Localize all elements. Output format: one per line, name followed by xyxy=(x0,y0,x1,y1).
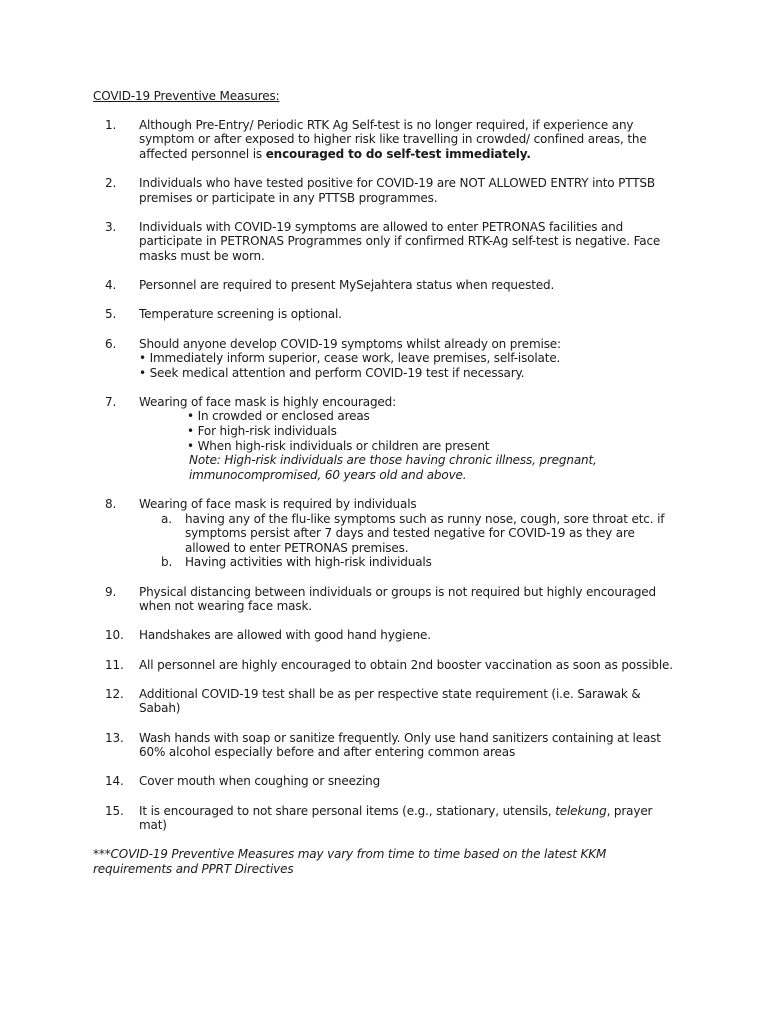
item-text: Although Pre-Entry/ Periodic RTK Ag Self-test is no longer required, if experience any symptom or after exposed to higher risk like travelling in crowded/ confined areas, the affected personnel is encouraged to do self-test immediately. xyxy=(139,117,647,161)
list-item xyxy=(93,220,683,264)
bullet-point: • For high-risk individuals xyxy=(187,424,337,439)
sub-list-item xyxy=(139,512,683,556)
list-item xyxy=(93,774,683,789)
item-number: 14. xyxy=(105,774,124,789)
item-number: 15. xyxy=(105,803,124,818)
item-text: All personnel are highly encouraged to obtain 2nd booster vaccination as soon as possible. xyxy=(139,657,673,672)
item-text: Should anyone develop COVID-19 symptoms whilst already on premise: • Immediately inform superior, cease work, leave premises, self-isolate. • Seek medical attention and perform COVID-19 test if necessary. xyxy=(139,337,683,381)
sub-item-letter: a. xyxy=(161,511,172,526)
bullet-point: • In crowded or enclosed areas xyxy=(187,409,370,424)
list-item xyxy=(93,395,683,483)
list-item xyxy=(93,628,683,643)
bullet-point: • Seek medical attention and perform COVID-19 test if necessary. xyxy=(139,365,525,380)
list-item xyxy=(93,497,683,570)
item-number: 2. xyxy=(105,175,117,190)
item-number: 7. xyxy=(105,394,117,409)
note-text: Note: High-risk individuals are those having chronic illness, pregnant, immunocompromised, 60 years old and above. xyxy=(189,453,597,482)
sub-item-letter: b. xyxy=(161,555,173,570)
list-item xyxy=(93,337,683,381)
item-text: Handshakes are allowed with good hand hygiene. xyxy=(139,628,431,643)
list-item xyxy=(93,176,683,205)
page-title: COVID-19 Preventive Measures: xyxy=(93,89,280,103)
item-number: 13. xyxy=(105,730,124,745)
list-item xyxy=(93,118,683,162)
item-text: It is encouraged to not share personal items (e.g., stationary, utensils, telekung, prayer mat) xyxy=(139,803,653,833)
item-emphasis: telekung xyxy=(555,803,607,818)
list-item xyxy=(93,804,683,833)
sub-list-item xyxy=(139,555,683,570)
bullet-point: • When high-risk individuals or children are present xyxy=(187,438,490,453)
bullet-point: • Immediately inform superior, cease work, leave premises, self-isolate. xyxy=(139,351,561,366)
document-page xyxy=(93,89,683,876)
list-item xyxy=(93,585,683,614)
item-number: 1. xyxy=(105,117,117,132)
footer-note: ***COVID-19 Preventive Measures may vary from time to time based on the latest KKM requirements and PPRT Directives xyxy=(93,847,607,876)
item-text: Cover mouth when coughing or sneezing xyxy=(139,774,381,789)
item-number: 11. xyxy=(105,657,124,672)
item-text: Individuals with COVID-19 symptoms are allowed to enter PETRONAS facilities and participate in PETRONAS Programmes only if confirmed RTK-Ag self-test is negative. Face masks must be worn. xyxy=(139,219,661,263)
sub-item-text: having any of the flu-like symptoms such as runny nose, cough, sore throat etc. if symptoms persist after 7 days and tested negative for COVID-19 as they are allowed to enter PETRONAS premises. xyxy=(185,511,665,555)
item-number: 4. xyxy=(105,278,117,293)
item-text: Personnel are required to present MySejahtera status when requested. xyxy=(139,278,555,293)
item-number: 8. xyxy=(105,497,117,512)
item-number: 6. xyxy=(105,336,117,351)
item-text: Individuals who have tested positive for COVID-19 are NOT ALLOWED ENTRY into PTTSB premises or participate in any PTTSB programmes. xyxy=(139,175,655,205)
item-emphasis: encouraged to do self-test immediately. xyxy=(265,146,531,161)
item-text: Temperature screening is optional. xyxy=(139,307,342,322)
item-text: Wearing of face mask is highly encouraged: • In crowded or enclosed areas • For high-risk individuals • When high-risk individuals or children are present Note: High-risk individuals are those having chronic illness, pregnant, immunocompromised, 60 years old and above. xyxy=(139,395,683,483)
list-item xyxy=(93,731,683,760)
item-text: Wearing of face mask is required by individuals a. having any of the flu-like symptoms such as runny nose, cough, sore throat etc. if symptoms persist after 7 days and tested negative for COVID-19 as they are allowed to enter PETRONAS premises. b. Having activities with high-risk individuals xyxy=(139,497,683,570)
list-item xyxy=(93,658,683,673)
item-text: Physical distancing between individuals or groups is not required but highly encouraged when not wearing face mask. xyxy=(139,584,656,614)
sub-item-text: Having activities with high-risk individuals xyxy=(185,555,432,570)
item-number: 5. xyxy=(105,307,117,322)
list-item xyxy=(93,278,683,293)
item-number: 10. xyxy=(105,628,124,643)
item-number: 3. xyxy=(105,219,117,234)
item-text: Wash hands with soap or sanitize frequently. Only use hand sanitizers containing at least 60% alcohol especially before and after entering common areas xyxy=(139,730,661,760)
list-item xyxy=(93,307,683,322)
item-number: 12. xyxy=(105,686,124,701)
item-text: Additional COVID-19 test shall be as per respective state requirement (i.e. Sarawak & Sabah) xyxy=(139,686,641,716)
list-item xyxy=(93,687,683,716)
item-number: 9. xyxy=(105,584,117,599)
